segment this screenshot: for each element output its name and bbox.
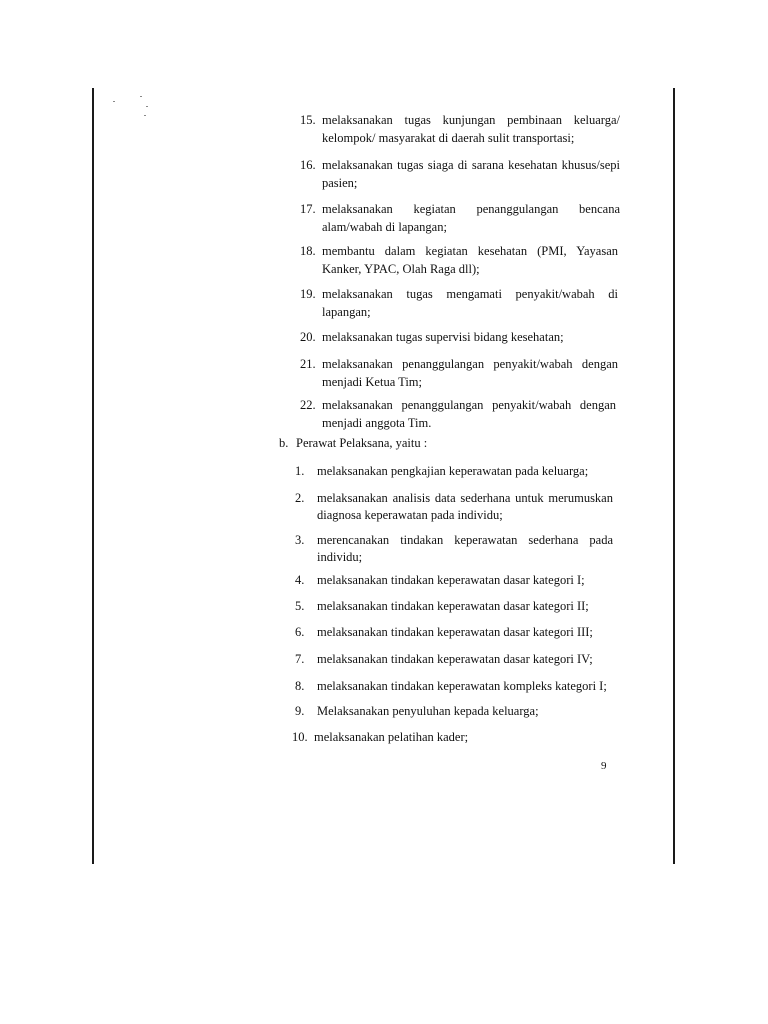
item-text-line: melaksanakan tugas supervisi bidang kesehatan;	[322, 330, 564, 344]
item-number: 4.	[295, 573, 305, 587]
section-b-heading	[279, 435, 499, 453]
item-text-line: melaksanakan tugas kunjungan pembinaan keluarga/	[322, 113, 620, 127]
item-text-line: pasien;	[322, 176, 358, 190]
item-text-line: merencanakan tindakan keperawatan sederhana pada	[317, 533, 613, 547]
item-number: 19.	[300, 287, 316, 301]
item-text-line: melaksanakan tindakan keperawatan dasar kategori I;	[317, 573, 585, 587]
list-item	[295, 703, 615, 721]
item-text-line: diagnosa keperawatan pada individu;	[317, 508, 503, 522]
list-item	[300, 356, 620, 390]
item-number: 10.	[292, 730, 308, 744]
item-text-line: melaksanakan tugas siaga di sarana kesehatan khusus/sepi	[322, 158, 620, 172]
item-text-line: Kanker, YPAC, Olah Raga dll);	[322, 262, 480, 276]
list-item	[300, 397, 620, 431]
item-text-line: melaksanakan kegiatan penanggulangan bencana	[322, 202, 620, 216]
scan-speck	[144, 115, 146, 116]
item-text-line: melaksanakan penanggulangan penyakit/wabah dengan	[322, 357, 618, 371]
item-text-line: kelompok/ masyarakat di daerah sulit transportasi;	[322, 131, 575, 145]
item-text-line: membantu dalam kegiatan kesehatan (PMI, Yayasan	[322, 244, 618, 258]
item-number: 18.	[300, 244, 316, 258]
item-number: 6.	[295, 625, 305, 639]
section-heading-text: Perawat Pelaksana, yaitu :	[296, 436, 428, 450]
item-number: 22.	[300, 398, 316, 412]
list-item	[300, 201, 620, 235]
list-item	[295, 463, 615, 481]
item-number: 3.	[295, 533, 305, 547]
list-item	[295, 678, 615, 696]
item-number: 5.	[295, 599, 305, 613]
scan-speck	[140, 96, 142, 97]
list-item	[300, 112, 620, 146]
item-text-line: melaksanakan tindakan keperawatan kompleks kategori I;	[317, 679, 607, 693]
list-item	[295, 532, 615, 566]
item-text-line: melaksanakan penanggulangan penyakit/wabah dengan	[322, 398, 616, 412]
item-number: 7.	[295, 652, 305, 666]
item-number: 8.	[295, 679, 305, 693]
item-number: 21.	[300, 357, 316, 371]
item-number: 2.	[295, 491, 305, 505]
item-text-line: melaksanakan pelatihan kader;	[314, 730, 469, 744]
item-number: 15.	[300, 113, 316, 127]
list-item	[292, 729, 612, 747]
scan-speck	[146, 106, 148, 107]
item-text-line: melaksanakan pengkajian keperawatan pada keluarga;	[317, 464, 589, 478]
list-item	[300, 243, 620, 277]
list-item	[300, 286, 620, 320]
list-item	[295, 490, 615, 524]
item-text-line: Melaksanakan penyuluhan kepada keluarga;	[317, 704, 539, 718]
item-text-line: melaksanakan analisis data sederhana untuk merumuskan	[317, 491, 613, 505]
item-text-line: lapangan;	[322, 305, 371, 319]
item-number: 16.	[300, 158, 316, 172]
item-text-line: melaksanakan tindakan keperawatan dasar kategori IV;	[317, 652, 593, 666]
scan-speck	[113, 101, 115, 102]
scan-border-right	[673, 88, 675, 864]
item-text-line: menjadi anggota Tim.	[322, 416, 432, 430]
scan-border-left	[92, 88, 94, 864]
item-text-line: individu;	[317, 550, 363, 564]
item-text-line: alam/wabah di lapangan;	[322, 220, 447, 234]
list-item	[295, 651, 615, 669]
item-text-line: melaksanakan tindakan keperawatan dasar kategori II;	[317, 599, 589, 613]
item-number: 9.	[295, 704, 305, 718]
item-number: 1.	[295, 464, 305, 478]
page-number: 9	[601, 760, 607, 772]
item-number: 20.	[300, 330, 316, 344]
list-item	[300, 329, 620, 347]
item-text-line: melaksanakan tindakan keperawatan dasar kategori III;	[317, 625, 593, 639]
item-number: 17.	[300, 202, 316, 216]
item-text-line: melaksanakan tugas mengamati penyakit/wabah di	[322, 287, 618, 301]
item-text-line: menjadi Ketua Tim;	[322, 375, 422, 389]
section-label: b.	[279, 436, 289, 450]
list-item	[300, 157, 620, 191]
list-item	[295, 598, 615, 616]
list-item	[295, 624, 615, 642]
list-item	[295, 572, 615, 590]
